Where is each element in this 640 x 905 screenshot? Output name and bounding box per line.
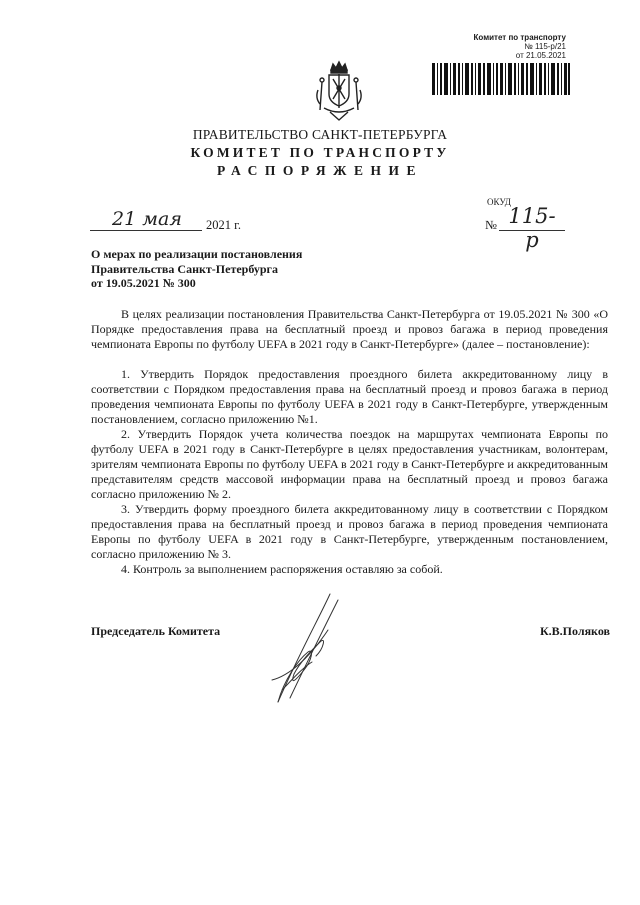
document-body: [91, 307, 608, 577]
intro-paragraph: В целях реализации постановления Правительства Санкт-Петербурга от 19.05.2021 № 300 «О Порядке предоставления права на бесплатный проезд и провоз багажа в период проведения чемпионата Европы по футболу UEFA в 2021 году в Санкт-Петербурге» (далее – постановление):: [91, 307, 608, 351]
date-handwritten: 21 мая: [112, 208, 182, 230]
list-item: 3. Утвердить форму проездного билета аккредитованному лицу в соответствии с Порядком предоставления права на бесплатный проезд и провоз багажа в период проведения чемпионата Европы по футболу UEFA в 2021 году в Санкт-Петербурге, утвержденным постановлением, согласно приложению № 3.: [91, 502, 608, 561]
date-underline: [90, 230, 202, 231]
barcode-icon: [432, 63, 570, 95]
list-item: 4. Контроль за выполнением распоряжения оставляю за собой.: [121, 562, 443, 576]
number-handwritten: 115-р: [508, 204, 556, 252]
number-sign: №: [485, 218, 497, 232]
date-year: 2021 г.: [206, 218, 241, 232]
signatory-position: Председатель Комитета: [91, 624, 221, 638]
subject-line-2: Правительства Санкт-Петербурга: [91, 261, 279, 276]
handwritten-signature: [268, 590, 358, 710]
doc-type: РАСПОРЯЖЕНИЕ: [216, 163, 424, 178]
list-item: 2. Утвердить Порядок учета количества поездок на маршрутах чемпионата Европы по футболу UEFA в 2021 году в Санкт-Петербурге в целях предоставления участникам, волонтерам, зрителям чемпионата Европы по футболу UEFA в 2021 году в Санкт-Петербурге и аккредитованным представителям средств массовой информации права на бесплатный проезд и провоз багажа согласно приложению № 2.: [91, 427, 608, 501]
stamp-org: Комитет по транспорту: [473, 33, 566, 42]
subject-line-3: от 19.05.2021 № 300: [91, 276, 196, 290]
subject-line-1: О мерах по реализации постановления: [91, 247, 303, 261]
signatory-name: К.В.Поляков: [539, 624, 610, 638]
number-underline: [499, 230, 565, 231]
stamp-date: от 21.05.2021: [515, 51, 566, 60]
stamp-number: № 115-р/21: [524, 42, 566, 51]
subject: [91, 247, 391, 291]
org-line-1: ПРАВИТЕЛЬСТВО САНКТ-ПЕТЕРБУРГА: [192, 127, 448, 142]
registration-stamp: [420, 33, 566, 60]
list-item: 1. Утвердить Порядок предоставления проездного билета аккредитованному лицу в соответствии с Порядком предоставления права на бесплатный проезд и провоз багажа в период проведения чемпионата Европы по футболу UEFA в 2021 году в Санкт-Петербурге, утвержденным постановлением, согласно приложению №1.: [91, 367, 608, 426]
spb-coat-of-arms-icon: [310, 60, 368, 124]
org-line-2: КОМИТЕТ ПО ТРАНСПОРТУ: [190, 145, 450, 160]
okud-label: ОКУД: [487, 197, 511, 207]
